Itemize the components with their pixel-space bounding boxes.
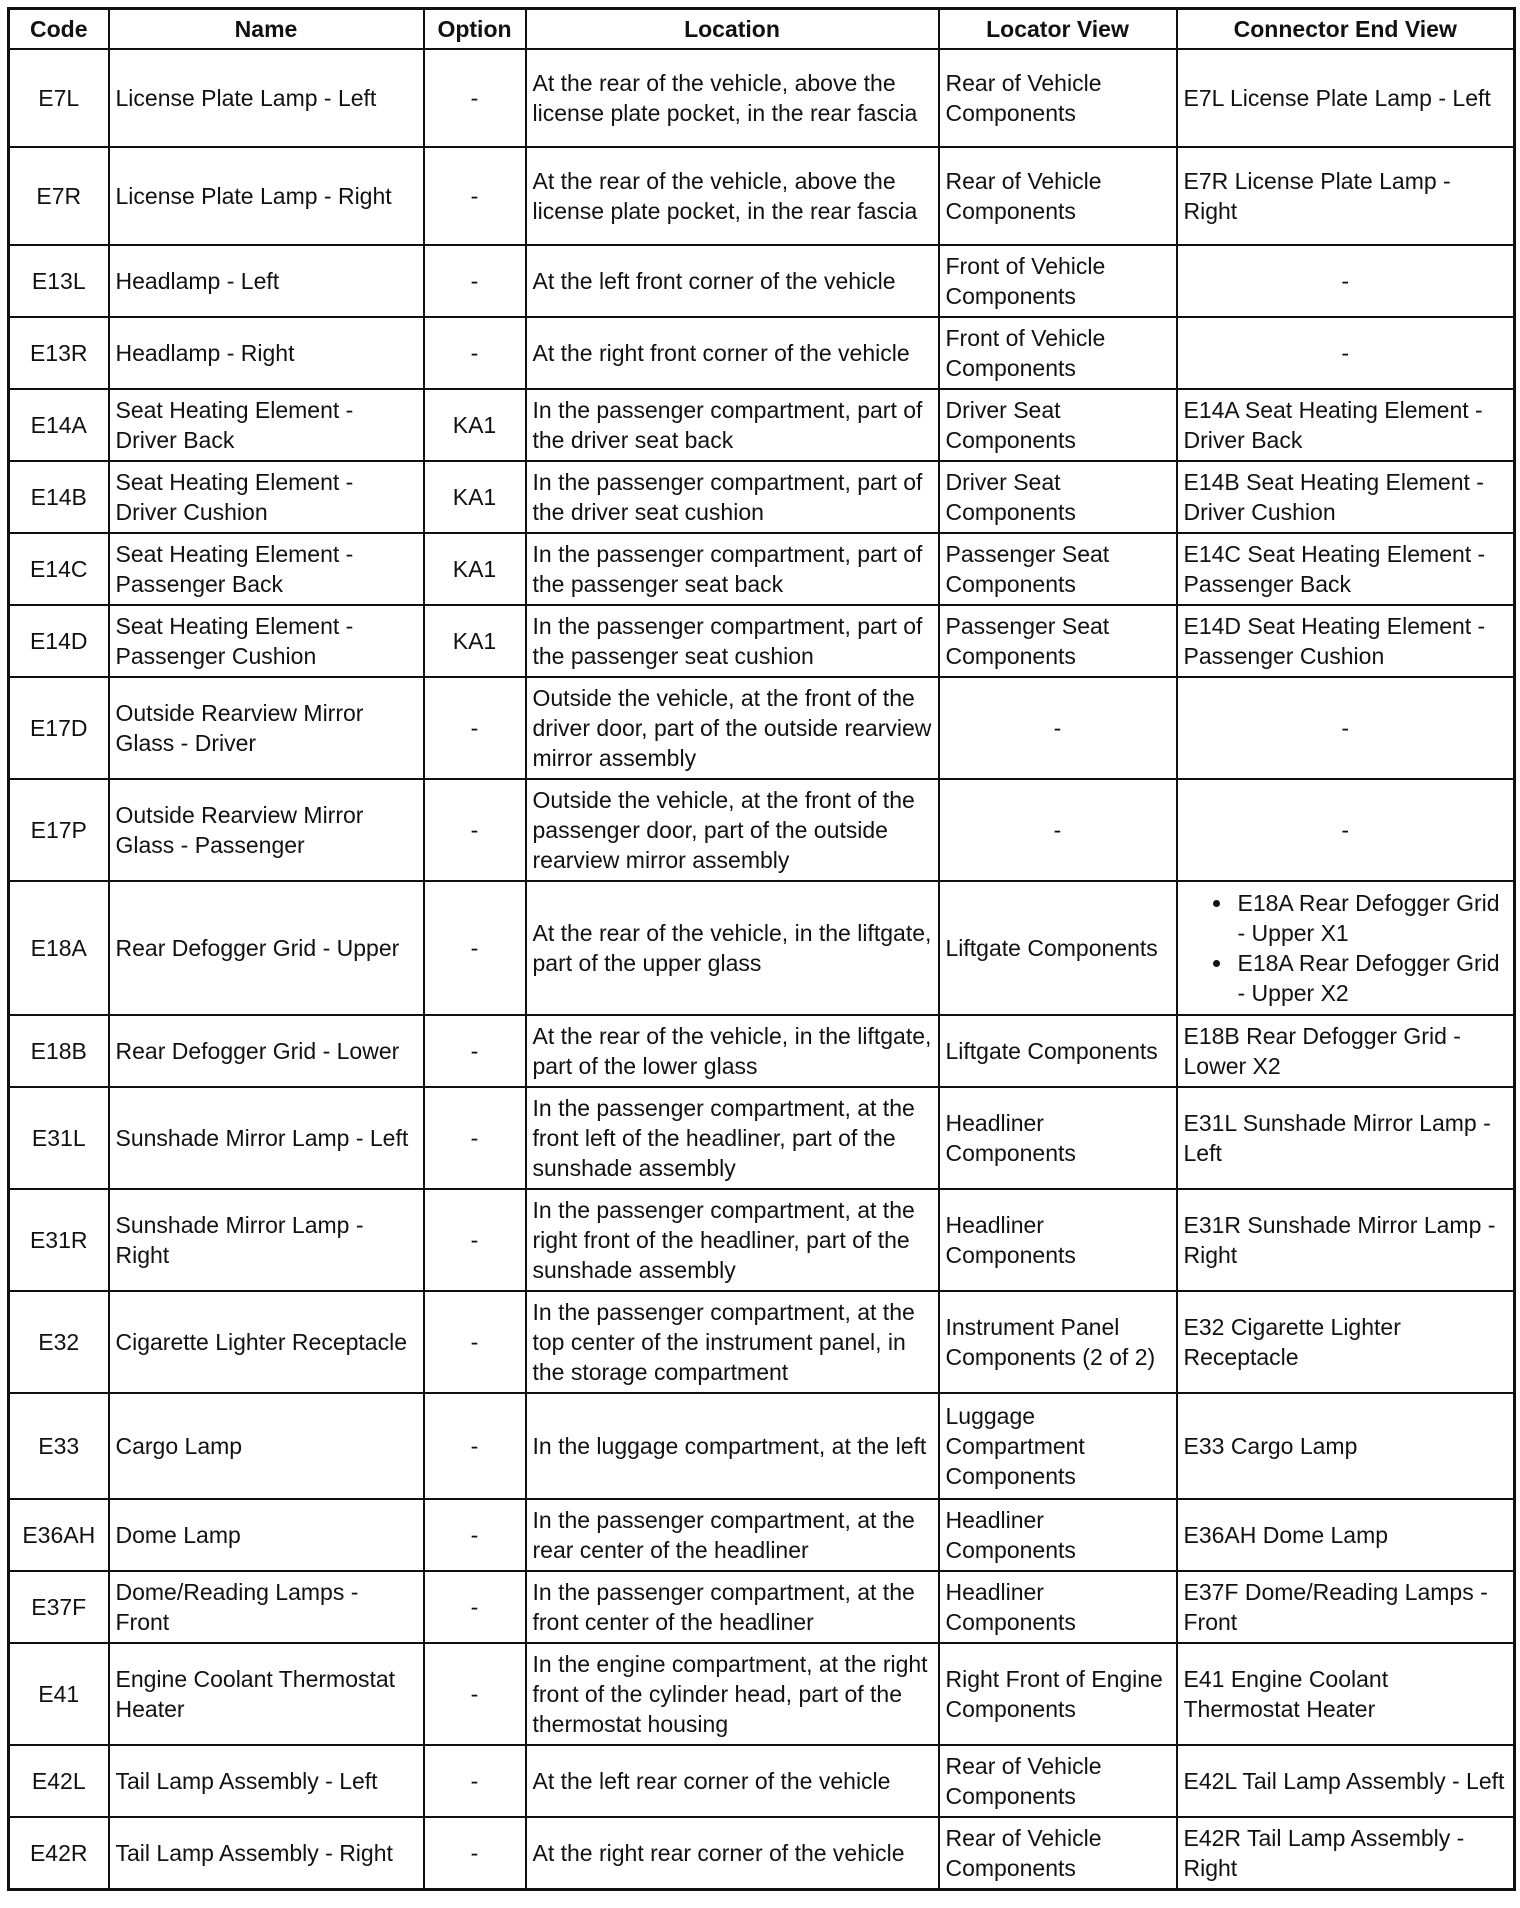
cell-connector-end-view: - xyxy=(1177,317,1515,389)
cell-code: E14D xyxy=(9,605,109,677)
cell-name: Sunshade Mirror Lamp - Left xyxy=(109,1087,424,1189)
cell-locator-view: Driver Seat Components xyxy=(939,461,1177,533)
cell-option: - xyxy=(424,1817,526,1889)
table-row xyxy=(9,1087,1515,1189)
cell-location: In the passenger compartment, at the front center of the headliner xyxy=(526,1571,939,1643)
header-option: Option xyxy=(424,9,526,50)
cell-connector-end-view: E36AH Dome Lamp xyxy=(1177,1499,1515,1571)
cell-code: E7L xyxy=(9,49,109,147)
cell-location: At the left front corner of the vehicle xyxy=(526,245,939,317)
table-row xyxy=(9,389,1515,461)
header-row xyxy=(9,9,1515,50)
cell-location: In the luggage compartment, at the left xyxy=(526,1393,939,1499)
cell-option: - xyxy=(424,1291,526,1393)
cell-location: At the left rear corner of the vehicle xyxy=(526,1745,939,1817)
cell-option: - xyxy=(424,317,526,389)
cell-location: In the passenger compartment, at the top center of the instrument panel, in the storage compartment xyxy=(526,1291,939,1393)
table-row xyxy=(9,245,1515,317)
header-code: Code xyxy=(9,9,109,50)
table-row xyxy=(9,1571,1515,1643)
cell-connector-end-view: E14B Seat Heating Element - Driver Cushion xyxy=(1177,461,1515,533)
table-row xyxy=(9,779,1515,881)
cell-location: At the rear of the vehicle, above the license plate pocket, in the rear fascia xyxy=(526,49,939,147)
cell-locator-view: Front of Vehicle Components xyxy=(939,245,1177,317)
table-row xyxy=(9,1745,1515,1817)
cell-locator-view: Rear of Vehicle Components xyxy=(939,49,1177,147)
cell-name: Sunshade Mirror Lamp - Right xyxy=(109,1189,424,1291)
cell-option: - xyxy=(424,779,526,881)
cell-location: At the rear of the vehicle, in the liftgate, part of the upper glass xyxy=(526,881,939,1015)
cell-location: In the passenger compartment, at the front left of the headliner, part of the sunshade assembly xyxy=(526,1087,939,1189)
cell-option: KA1 xyxy=(424,461,526,533)
cell-locator-view: - xyxy=(939,779,1177,881)
cell-locator-view: Rear of Vehicle Components xyxy=(939,147,1177,245)
cell-option: - xyxy=(424,1745,526,1817)
cell-name: Tail Lamp Assembly - Right xyxy=(109,1817,424,1889)
cell-name: Tail Lamp Assembly - Left xyxy=(109,1745,424,1817)
cell-option: - xyxy=(424,677,526,779)
header-locator-view: Locator View xyxy=(939,9,1177,50)
cell-location: In the passenger compartment, part of the passenger seat back xyxy=(526,533,939,605)
header-connector-end-view: Connector End View xyxy=(1177,9,1515,50)
connector-list-item: • E18A Rear Defogger Grid - Upper X2 xyxy=(1234,948,1508,1008)
cell-locator-view: Luggage Compartment Components xyxy=(939,1393,1177,1499)
table-row xyxy=(9,881,1515,1015)
cell-locator-view: Rear of Vehicle Components xyxy=(939,1817,1177,1889)
cell-name: Outside Rearview Mirror Glass - Driver xyxy=(109,677,424,779)
cell-name: Cargo Lamp xyxy=(109,1393,424,1499)
cell-code: E18B xyxy=(9,1015,109,1087)
cell-option: KA1 xyxy=(424,605,526,677)
table-row xyxy=(9,1291,1515,1393)
cell-connector-end-view: - xyxy=(1177,245,1515,317)
cell-code: E31L xyxy=(9,1087,109,1189)
table-row xyxy=(9,1393,1515,1499)
cell-connector-end-view: E14C Seat Heating Element - Passenger Back xyxy=(1177,533,1515,605)
cell-code: E17D xyxy=(9,677,109,779)
cell-option: - xyxy=(424,49,526,147)
table-row xyxy=(9,49,1515,147)
cell-code: E33 xyxy=(9,1393,109,1499)
cell-connector-end-view: E14A Seat Heating Element - Driver Back xyxy=(1177,389,1515,461)
cell-code: E32 xyxy=(9,1291,109,1393)
cell-locator-view: Right Front of Engine Components xyxy=(939,1643,1177,1745)
cell-code: E7R xyxy=(9,147,109,245)
table-row xyxy=(9,1817,1515,1889)
cell-locator-view: Passenger Seat Components xyxy=(939,605,1177,677)
cell-name: Dome/Reading Lamps - Front xyxy=(109,1571,424,1643)
cell-connector-end-view xyxy=(1177,881,1515,1015)
cell-name: License Plate Lamp - Left xyxy=(109,49,424,147)
cell-location: Outside the vehicle, at the front of the passenger door, part of the outside rearview mirror assembly xyxy=(526,779,939,881)
cell-option: - xyxy=(424,1571,526,1643)
cell-locator-view: Driver Seat Components xyxy=(939,389,1177,461)
cell-locator-view: Headliner Components xyxy=(939,1189,1177,1291)
cell-connector-end-view: E7L License Plate Lamp - Left xyxy=(1177,49,1515,147)
cell-connector-end-view: E33 Cargo Lamp xyxy=(1177,1393,1515,1499)
cell-name: Rear Defogger Grid - Lower xyxy=(109,1015,424,1087)
cell-location: At the right rear corner of the vehicle xyxy=(526,1817,939,1889)
cell-option: - xyxy=(424,881,526,1015)
cell-locator-view: Front of Vehicle Components xyxy=(939,317,1177,389)
table-row xyxy=(9,1499,1515,1571)
cell-location: At the right front corner of the vehicle xyxy=(526,317,939,389)
table-row xyxy=(9,1015,1515,1087)
cell-connector-end-view: E31R Sunshade Mirror Lamp - Right xyxy=(1177,1189,1515,1291)
cell-option: - xyxy=(424,147,526,245)
cell-code: E41 xyxy=(9,1643,109,1745)
cell-code: E36AH xyxy=(9,1499,109,1571)
cell-location: At the rear of the vehicle, above the license plate pocket, in the rear fascia xyxy=(526,147,939,245)
table-row xyxy=(9,677,1515,779)
cell-option: - xyxy=(424,1015,526,1087)
cell-code: E14C xyxy=(9,533,109,605)
header-location: Location xyxy=(526,9,939,50)
connector-list-item: • E18A Rear Defogger Grid - Upper X1 xyxy=(1234,888,1508,948)
cell-code: E37F xyxy=(9,1571,109,1643)
cell-option: KA1 xyxy=(424,389,526,461)
cell-location: In the passenger compartment, part of the driver seat back xyxy=(526,389,939,461)
cell-connector-end-view: - xyxy=(1177,677,1515,779)
table-body xyxy=(9,49,1515,1889)
cell-location: In the passenger compartment, part of the driver seat cushion xyxy=(526,461,939,533)
cell-connector-end-view: E37F Dome/Reading Lamps - Front xyxy=(1177,1571,1515,1643)
cell-code: E31R xyxy=(9,1189,109,1291)
table-row xyxy=(9,533,1515,605)
cell-connector-end-view: E42R Tail Lamp Assembly - Right xyxy=(1177,1817,1515,1889)
cell-name: Seat Heating Element - Driver Cushion xyxy=(109,461,424,533)
cell-option: - xyxy=(424,1499,526,1571)
cell-connector-end-view: E31L Sunshade Mirror Lamp - Left xyxy=(1177,1087,1515,1189)
component-locator-table xyxy=(7,7,1516,1891)
cell-connector-end-view: E7R License Plate Lamp - Right xyxy=(1177,147,1515,245)
table-row xyxy=(9,605,1515,677)
table-row xyxy=(9,147,1515,245)
cell-code: E14A xyxy=(9,389,109,461)
cell-locator-view: Liftgate Components xyxy=(939,881,1177,1015)
cell-name: Headlamp - Left xyxy=(109,245,424,317)
cell-option: - xyxy=(424,1189,526,1291)
cell-connector-end-view: E32 Cigarette Lighter Receptacle xyxy=(1177,1291,1515,1393)
cell-name: Engine Coolant Thermostat Heater xyxy=(109,1643,424,1745)
cell-connector-end-view: E41 Engine Coolant Thermostat Heater xyxy=(1177,1643,1515,1745)
cell-code: E13L xyxy=(9,245,109,317)
cell-name: Dome Lamp xyxy=(109,1499,424,1571)
cell-connector-end-view: - xyxy=(1177,779,1515,881)
cell-locator-view: Headliner Components xyxy=(939,1499,1177,1571)
cell-location: At the rear of the vehicle, in the liftgate, part of the lower glass xyxy=(526,1015,939,1087)
table-row xyxy=(9,461,1515,533)
cell-name: Headlamp - Right xyxy=(109,317,424,389)
cell-code: E13R xyxy=(9,317,109,389)
cell-location: In the passenger compartment, part of the passenger seat cushion xyxy=(526,605,939,677)
cell-locator-view: Headliner Components xyxy=(939,1571,1177,1643)
cell-locator-view: Headliner Components xyxy=(939,1087,1177,1189)
cell-code: E17P xyxy=(9,779,109,881)
cell-connector-end-view: E42L Tail Lamp Assembly - Left xyxy=(1177,1745,1515,1817)
cell-location: Outside the vehicle, at the front of the driver door, part of the outside rearview mirror assembly xyxy=(526,677,939,779)
cell-locator-view: Passenger Seat Components xyxy=(939,533,1177,605)
cell-option: - xyxy=(424,1643,526,1745)
cell-option: KA1 xyxy=(424,533,526,605)
cell-locator-view: - xyxy=(939,677,1177,779)
connector-list xyxy=(1184,888,1508,1008)
cell-name: Rear Defogger Grid - Upper xyxy=(109,881,424,1015)
cell-option: - xyxy=(424,1393,526,1499)
table-row xyxy=(9,1189,1515,1291)
header-name: Name xyxy=(109,9,424,50)
cell-connector-end-view: E18B Rear Defogger Grid - Lower X2 xyxy=(1177,1015,1515,1087)
cell-location: In the passenger compartment, at the rear center of the headliner xyxy=(526,1499,939,1571)
cell-code: E18A xyxy=(9,881,109,1015)
cell-name: Seat Heating Element - Driver Back xyxy=(109,389,424,461)
cell-connector-end-view: E14D Seat Heating Element - Passenger Cushion xyxy=(1177,605,1515,677)
cell-location: In the engine compartment, at the right front of the cylinder head, part of the thermostat housing xyxy=(526,1643,939,1745)
table-row xyxy=(9,317,1515,389)
cell-name: Seat Heating Element - Passenger Cushion xyxy=(109,605,424,677)
cell-option: - xyxy=(424,1087,526,1189)
cell-name: Outside Rearview Mirror Glass - Passenger xyxy=(109,779,424,881)
table-row xyxy=(9,1643,1515,1745)
cell-name: Seat Heating Element - Passenger Back xyxy=(109,533,424,605)
cell-code: E42R xyxy=(9,1817,109,1889)
cell-locator-view: Liftgate Components xyxy=(939,1015,1177,1087)
cell-code: E42L xyxy=(9,1745,109,1817)
cell-code: E14B xyxy=(9,461,109,533)
cell-name: License Plate Lamp - Right xyxy=(109,147,424,245)
cell-option: - xyxy=(424,245,526,317)
cell-name: Cigarette Lighter Receptacle xyxy=(109,1291,424,1393)
cell-location: In the passenger compartment, at the right front of the headliner, part of the sunshade assembly xyxy=(526,1189,939,1291)
cell-locator-view: Rear of Vehicle Components xyxy=(939,1745,1177,1817)
cell-locator-view: Instrument Panel Components (2 of 2) xyxy=(939,1291,1177,1393)
